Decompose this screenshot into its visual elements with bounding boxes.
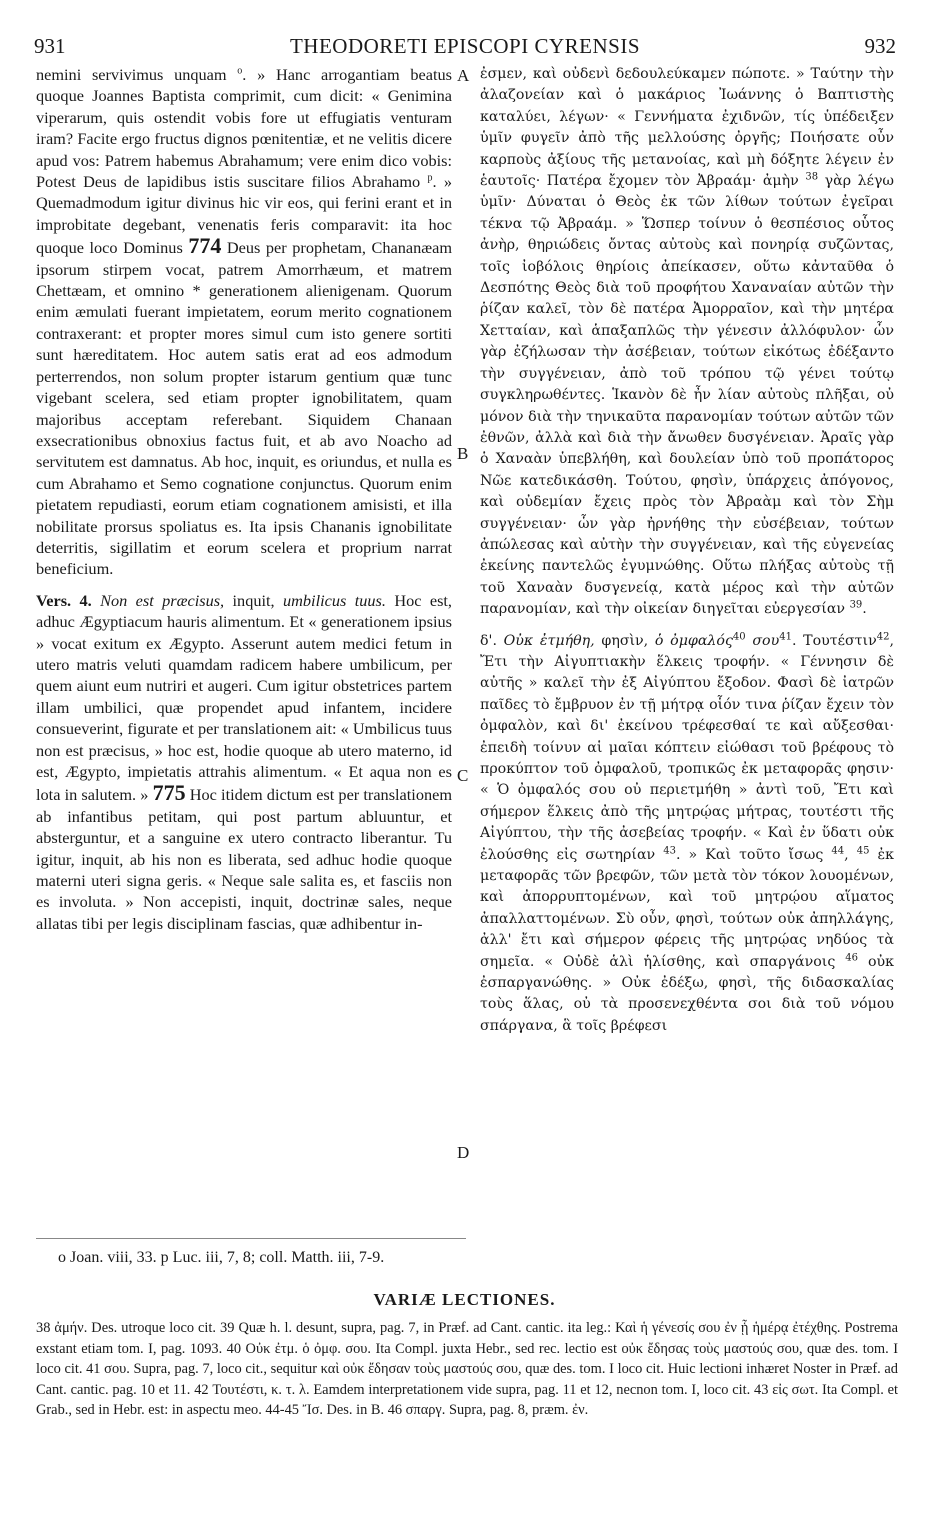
margin-marker-d: D [457, 1143, 470, 1162]
latin-text: Hoc est, adhuc Ægyptiacum hauris alimentum. Et « generationem ipsius » vocat exitum ex Ægypto. Asserunt autem medici fetum in utero matris veluti quamdam radicem habere umbilicum, per quem aiunt eum nutriri et augeri. Cum igitur obstetrices partem illam umbilici, quæ propendet apud infantem, incidere consueverint, figurate et per translationem ait: « Umbilicus tuus non est præcisus, » hoc est, hodie quoque ab utero materno, id est, Ægypto, impietatis attrahis alimentum. « Et aqua non es lota in salutem. » [36, 590, 452, 805]
variant-ref-45: 45 [856, 844, 870, 856]
variant-ref-41: 41 [779, 630, 792, 642]
latin-paragraph-1 [36, 64, 452, 580]
variae-lectiones-body: 38 ἀμήν. Des. utroque loco cit. 39 Quæ h. l. desunt, supra, pag. 7, in Præf. ad Cant. cantic. ita leg.: Καὶ ἡ γένεσίς σου ἐν ᾗ ἡμέρᾳ ἐτέχθης. Postrema exstant etiam tom. I, pag. 1093. 40 Οὐκ ἐτμ. ὁ ὀμφ. σου. Ita Compl. juxta Hebr., sed rec. lectio est οὐκ ἔδησας τοὺς μαστούς σου, quæ des. tom. I loco cit. 41 σου. Supra, pag. 7, loco cit., sequitur καὶ οὐκ ἔδησαν τοὺς μαστούς σου, quæ des. tom. I loco cit. Huic lectioni inhæret Noster in Præf. ad Cant. cantic. pag. 10 et 11. 42 Τουτέστι, κ. τ. λ. Eamdem interpretationem vide supra, pag. 11 et 12, necnon tom. I, loco cit. 43 εἰς σωτ. Ita Compl. et Grab., sed in Hebr. est: in aspectu meo. 44-45 Ἴσ. Des. in B. 46 σπαργ. Supra, pag. 8, præm. ἐν. [36, 1320, 898, 1419]
greek-text: φησὶν, [594, 632, 655, 649]
greek-column [480, 64, 894, 1037]
left-page-number: 931 [34, 34, 66, 58]
verse-quote: Οὐκ ἐτμήθη, [496, 632, 595, 649]
greek-text: οὐκ ἐσπαργανώθης. » Οὐκ ἐδέξω, φησὶ, τῆς διδασκαλίας τοὺς ἅλας, οὐ τὰ προσενεχθέντα σοι διὰ τοῦ νόμου σπάργανα, ἃ τοῖς βρέφεσι [480, 953, 894, 1034]
verse-quote: σου [745, 632, 780, 649]
column-number-775: 775 [152, 780, 186, 806]
greek-paragraph-1 [480, 64, 894, 621]
variant-ref-44: 44 [831, 844, 845, 856]
latin-text: Deus per prophetam, Chananæam ipsorum stirpem vocat, patrem Amorrhæum, et matrem Chettæam, et omnino * generationem alienigenam. Quorum enim æmulati fuerant impietatem, eorum merito cognationem contraxerant: et propter mores simul cum isto genere sortiti sunt hæreditatem. Hoc autem satis erat ad eos admodum perterrendos, non solum propter istarum gentium quæ tunc vigebant scelera, sed etiam propter ignobilitatem, quam majoribus acceptam referebant. Siquidem Chanaan exsecrationibus obnoxius factus fuit, et ab avo Noacho ad servitutem est damnatus. Ab hoc, inquit, es oriundus, et nulla es cum Abrahamo et Semo cognatione conjunctus. Quorum enim pietatem repudiasti, eorum etiam cognationem amisisti, et illa nobilitate prorsus spoliatus es. Ita ipsis Chananis ignobilitate deterritis, sigillatim et eorum scelera et proprium narrat beneficium. [36, 238, 453, 579]
latin-text: Hoc itidem dictum est per translationem ab infantibus petitam, qui post partum abluuntur, et absterguntur, et a sanguine ex utero contracto liberantur. Tu igitur, inquit, ab his non es liberata, sed adhuc hodie quoque materni uteri signa geris. « Neque sale salita es, et fasciis non es involuta. » Non accepisti, inquit, doctrinæ sales, neque allatas tibi per legis disciplinam fascias, quæ adhibentur in- [36, 785, 453, 933]
verse-label: Vers. 4. [36, 590, 92, 610]
variae-lectiones-heading: VARIÆ LECTIONES. [373, 1290, 556, 1309]
verse-quote: Non est præcisus, [100, 590, 225, 610]
latin-text: . » Hanc arrogantiam beatus quoque Joannes Baptista comprimit, cum dicit: « Genimina viperarum, quis ostendit vobis fore ut effugiatis venturam iram? Facite ergo fructus dignos pœnitentiæ, et ne velitis dicere apud vos: Patrem habemus Abrahamum; vere enim dico vobis: Potest Deus de lapidibus istis suscitare filios Abrahamo [36, 65, 452, 192]
latin-paragraph-2 [36, 590, 452, 935]
greek-text: . [862, 601, 867, 618]
variant-ref-43: 43 [663, 844, 676, 856]
running-title: THEODORETI EPISCOPI CYRENSIS [289, 34, 641, 58]
greek-text: ἐκ μεταφορᾶς τῶν βρεφῶν, τῶν μετὰ τὸν τόκον λουομένων, καὶ ἀπορρυπτομένων, καὶ τοῦ μητρῴου αἵματος ἀπαλλαττομένων. Σὺ οὖν, φησὶ, τούτων οὐκ ἀπηλλάγης, ἀλλ' ἔτι καὶ σήμερον φέρεις τῆς μητρῴας νηδύος τὰ σημεῖα. « Οὐδὲ ἁλὶ ἡλίσθης, καὶ σπαργάνοις [480, 846, 894, 970]
latin-column [36, 64, 452, 934]
right-page-number: 932 [864, 34, 896, 58]
latin-text: inquit, [224, 590, 283, 610]
greek-paragraph-2 [480, 631, 894, 1038]
variant-ref-40: 40 [732, 630, 746, 642]
latin-text: nemini servivimus unquam [36, 65, 238, 84]
margin-marker-c: C [457, 766, 469, 785]
footnote-ref-o: o [237, 65, 243, 77]
variant-ref-39: 39 [849, 599, 863, 611]
verse-quote: umbilicus tuus. [283, 590, 386, 610]
margin-marker-a: A [457, 66, 470, 85]
footnote-divider [36, 1238, 466, 1239]
verse-number: δ'. [480, 632, 497, 649]
greek-text: , Ἔτι τὴν Αἰγυπτιακὴν ἕλκεις τροφήν. « Γέννησιν δὲ αὐτῆς » καλεῖ τὴν ἐξ Αἰγύπτου ἔξοδον. Φασὶ δὲ ἰατρῶν παῖδες τὸ ἔμβρυον ἐν τῇ μήτρᾳ οἷόν τινα ῥίζαν ἔχειν τὸν ὀμφαλὸν, καὶ δι' ἐκείνου τρέφεσθαί τε καὶ αὔξεσθαι· ἐπειδὴ τοίνυν αἱ μαῖαι κόπτειν εἰώθασι τοῦ βρέφους τὸ προκύπτον τοῦ ὀμφαλοῦ, τροπικῶς ἐκ μεταφορᾶς φησιν· « Ὁ ὀμφαλός σου οὐ περιετμήθη » ἀντὶ τοῦ, Ἔτι καὶ σήμερον ἕλκεις ἀπὸ τῆς μητρῴας μήτρας, τουτέστι τῆς Αἰγύπτου, τὴν τῆς ἀσεβείας τροφήν. « Καὶ ἐν ὕδατι οὐκ ἐλούσθης εἰς σωτηρίαν [480, 632, 894, 863]
greek-text: , [844, 846, 857, 863]
greek-text: γὰρ λέγω ὑμῖν· Δύναται ὁ Θεὸς ἐκ τῶν λίθων τούτων ἐγεῖραι τέκνα τῷ Ἀβραάμ. » Ὥσπερ τοίνυν ὁ θεσπέσιος οὗτος ἀνὴρ, θηριώδεις ὄντας αὐτοὺς καὶ πονηρίᾳ συζῶντας, τοῖς ἰοβόλοις θηρίοις ἀπείκασεν, οὕτω κἀνταῦθα ὁ Δεσπότης Θεὸς διὰ τοῦ προφήτου Χαναναίαν αὐτῶν τὴν ῥίζαν καλεῖ, τὸν δὲ πατέρα Ἀμορραῖον, καὶ τὴν μητέρα Χετταίαν, καὶ ἁπαξαπλῶς τὴν γένεσιν ἀλλόφυλον· ὧν γὰρ ἐζήλωσαν τὴν ἀσέβειαν, τούτων εἰκότως ἐδέξαντο τὴν συγγένειαν, ἀπὸ τοῦ τρόπου τῷ γένει τούτῳ συγκληρωθέντες. Ἱκανὸν δὲ ἦν λίαν αὐτοὺς πλῆξαι, οὐ μόνον διὰ τὴν τηνικαῦτα παρανομίαν τούτων αὐτῶν τῶν ἐθνῶν, ἀλλὰ καὶ διὰ τὴν ἄνωθεν δυσγένειαν. Ἀραῖς γὰρ ὁ Χαναὰν ὑπεβλήθη, καὶ δουλείαν ὑπὸ τοῦ προπάτορος Νῶε κατεδικάσθη. Τούτου, φησὶν, ὑπάρχεις ἀπόγονος, καὶ οὐδεμίαν ἔχεις πρὸς τὸν Ἀβραὰμ καὶ τὸν Σὴμ συγγένειαν· ὧν γὰρ ἠρνήθης τὴν εὐσέβειαν, τούτων ἀπώλεσας καὶ αὐτὴν τὴν συγγένειαν, καὶ τῆς εὐγενείας ἐκείνης παντελῶς ἐγυμνώθης. Οὕτω πλήξας αὐτοὺς τῇ τοῦ Χαναὰν δυσγενείᾳ, κατὰ μέρος καὶ τὴν αὐτῶν παρανομίαν, καὶ τὴν οἰκείαν διηγεῖται εὐεργεσίαν [480, 173, 895, 618]
page-header [34, 34, 896, 62]
scripture-footnotes: o Joan. viii, 33. p Luc. iii, 7, 8; coll. Matth. iii, 7-9. [58, 1249, 385, 1266]
greek-text: . Τουτέστιν [791, 632, 877, 649]
footnote-ref-p: p [427, 172, 433, 184]
margin-marker-b: B [457, 444, 469, 463]
greek-text: . » Καὶ τοῦτο ἴσως [675, 846, 832, 863]
variant-ref-46: 46 [845, 951, 858, 963]
verse-quote: ὁ ὀμφαλός [654, 632, 733, 649]
greek-text: ἐσμεν, καὶ οὐδενὶ δεδουλεύκαμεν πώποτε. » Ταύτην τὴν ἀλαζονείαν καὶ ὁ μακάριος Ἰωάννης ὁ Βαπτιστὴς καταλύει, λέγων· « Γεννήματα ἐχιδνῶν, τίς ὑπέδειξεν ὑμῖν φυγεῖν ἀπὸ τῆς μελλούσης ὀργῆς; Ποιήσατε οὖν καρποὺς ἀξίους τῆς μετανοίας, καὶ μὴ δόξητε λέγειν ἐν ἑαυτοῖς· Πατέρα ἔχομεν τὸν Ἀβραάμ· ἀμὴν [480, 66, 894, 190]
column-number-774: 774 [188, 233, 222, 259]
variant-ref-42: 42 [876, 630, 890, 642]
variant-ref-38: 38 [805, 171, 819, 183]
latin-text: . » Quemadmodum igitur divinus hic vir eos, qui ferini erant et in improbitate degebant, venenatis feris comparavit: ita hoc quoque loco Dominus [36, 172, 452, 258]
variae-lectiones-text [36, 1318, 898, 1421]
